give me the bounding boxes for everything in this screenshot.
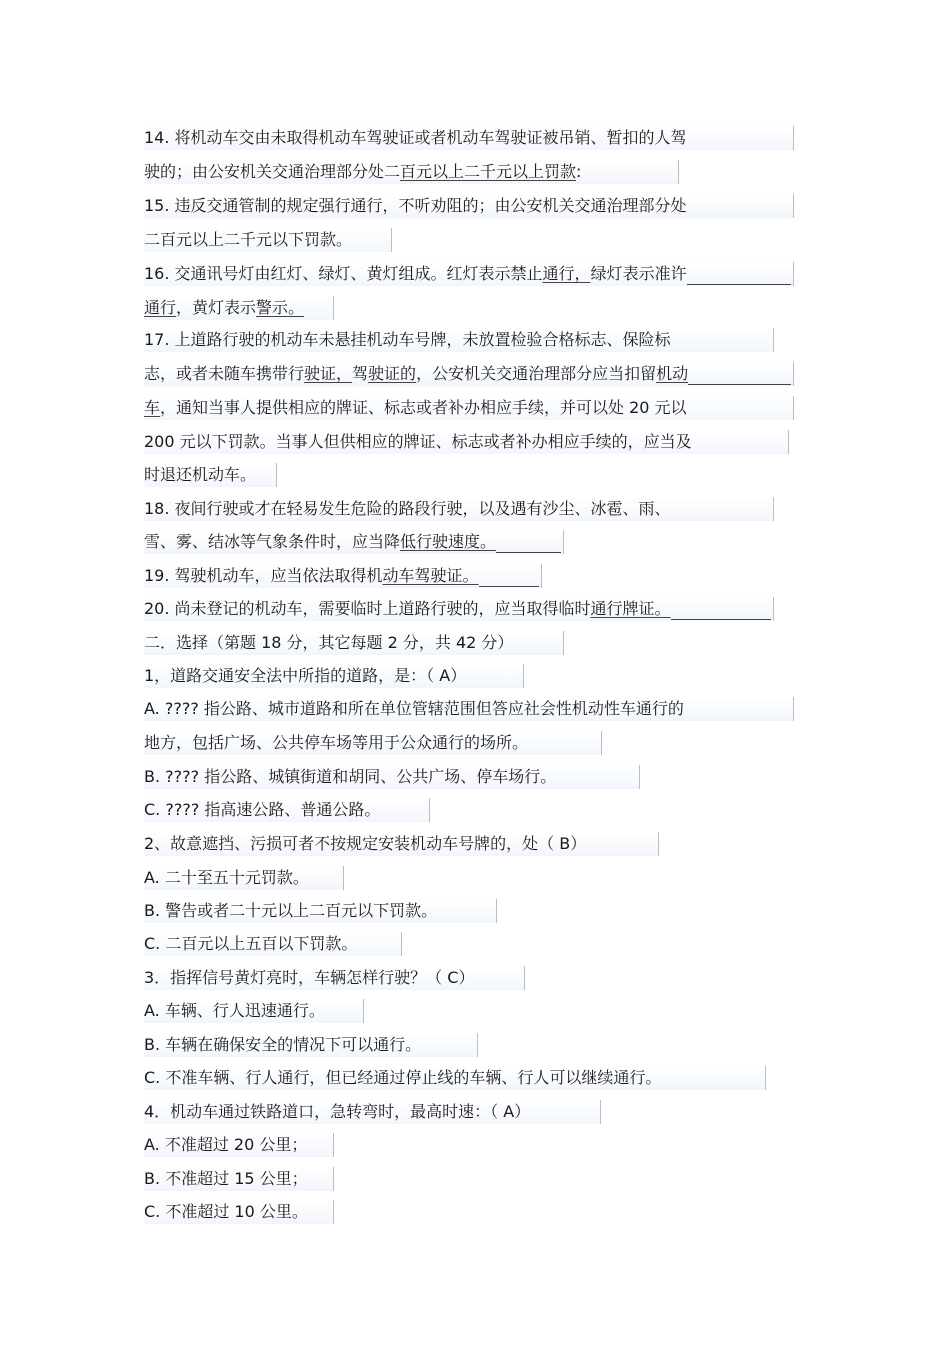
- text-line: [144, 228, 392, 252]
- line-filler: [421, 1035, 475, 1055]
- text-segment: B. ???? 指公路、城镇街道和胡同、公共广场、停车场行。: [144, 767, 557, 786]
- underlined-answer: 低行驶速度。: [400, 532, 497, 551]
- underlined-answer: 动车驾驶证。: [382, 566, 479, 585]
- text-segment: C. ???? 指高速公路、普通公路。: [144, 800, 381, 819]
- underlined-answer: 驶证，: [304, 364, 353, 383]
- line-filler: [357, 934, 399, 954]
- underlined-answer: 通行，: [542, 264, 591, 283]
- underlined-answer: 警示。: [256, 298, 305, 317]
- text-line: [144, 866, 344, 890]
- text-segment: 15. 违反交通管制的规定强行通行，不听劝阻的；由公安机关交通治理部分处: [144, 196, 687, 215]
- text-segment: C. 不准车辆、行人通行，但已经通过停止线的车辆、行人可以继续通行。: [144, 1068, 662, 1087]
- line-filler: [437, 901, 494, 921]
- text-segment: ，公安机关交通治理部分应当扣留: [416, 364, 657, 383]
- text-segment: 18. 夜间行驶或才在轻易发生危险的路段行驶，以及遇有沙尘、冰雹、雨、: [144, 499, 671, 518]
- text-line: [144, 631, 564, 655]
- text-segment: :: [576, 162, 582, 181]
- underlined-answer: 通行: [144, 298, 177, 317]
- line-filler: [556, 767, 637, 787]
- line-filler: [692, 432, 786, 452]
- text-segment: 志，或者未随车携带行: [144, 364, 305, 383]
- text-segment: 驾: [352, 364, 369, 383]
- answer-blank-line: [687, 264, 791, 285]
- text-segment: B. 不准超过 15 公里；: [144, 1169, 308, 1188]
- text-line: [144, 731, 602, 755]
- text-line: [144, 597, 774, 621]
- text-line: [144, 1167, 334, 1191]
- line-filler: [474, 968, 522, 988]
- text-line: [144, 899, 497, 923]
- text-line: [144, 697, 794, 721]
- text-line: [144, 296, 334, 320]
- text-segment: 20. 尚未登记的机动车，需要临时上道路行驶的，应当取得临时: [144, 599, 591, 618]
- text-segment: 17. 上道路行驶的机动车未悬挂机动车号牌，未放置检验合格标志、保险标: [144, 330, 671, 349]
- line-filler: [687, 128, 791, 148]
- text-line: [144, 664, 524, 688]
- text-line: [144, 798, 430, 822]
- line-filler: [513, 633, 561, 653]
- text-line: [144, 932, 402, 956]
- line-filler: [352, 230, 389, 250]
- text-segment: ，通知当事人提供相应的牌证、标志或者补办相应手续，并可以处 20 元以: [160, 398, 687, 417]
- line-filler: [671, 330, 771, 350]
- answer-blank-line: [688, 364, 791, 385]
- text-segment: 1，道路交通安全法中所指的道路，是：（ A）: [144, 666, 467, 685]
- text-line: [144, 765, 640, 789]
- text-line: [144, 1200, 334, 1224]
- line-filler: [528, 733, 599, 753]
- text-segment: 驶的；由公安机关交通治理部分处二: [144, 162, 401, 181]
- text-line: [144, 430, 789, 454]
- line-filler: [309, 868, 341, 888]
- text-segment: A. ???? 指公路、城市道路和所在单位管辖范围但答应社会性机动性车通行的: [144, 699, 684, 718]
- underlined-answer: 驶证的: [368, 364, 417, 383]
- line-filler: [308, 1202, 331, 1222]
- text-line: [144, 1133, 334, 1157]
- answer-blank-line: [496, 532, 561, 553]
- text-line: [144, 362, 794, 386]
- text-line: [144, 463, 277, 487]
- text-line: [144, 262, 794, 286]
- text-line: [144, 530, 564, 554]
- text-line: [144, 194, 794, 218]
- text-line: [144, 966, 525, 990]
- text-segment: 二百元以上二千元以下罚款。: [144, 230, 353, 249]
- text-segment: C. 不准超过 10 公里。: [144, 1202, 308, 1221]
- line-filler: [325, 1001, 361, 1021]
- line-filler: [671, 499, 771, 519]
- line-filler: [581, 162, 676, 182]
- text-segment: B. 车辆在确保安全的情况下可以通行。: [144, 1035, 422, 1054]
- text-segment: 时退还机动车。: [144, 465, 257, 484]
- text-segment: ，黄灯表示: [176, 298, 257, 317]
- text-line: [144, 1066, 766, 1090]
- text-line: [144, 126, 794, 150]
- line-filler: [380, 800, 427, 820]
- text-segment: 绿灯表示准许: [590, 264, 687, 283]
- text-segment: 2、故意遮挡、污损可者不按规定安装机动车号牌的，处（ B）: [144, 834, 587, 853]
- text-segment: 雪、雾、结冰等气象条件时，应当降: [144, 532, 401, 551]
- text-segment: C. 二百元以上五百以下罚款。: [144, 934, 358, 953]
- text-segment: 3．指挥信号黄灯亮时，车辆怎样行驶？（ C）: [144, 968, 475, 987]
- text-line: [144, 564, 542, 588]
- text-line: [144, 832, 659, 856]
- underlined-answer: 通行牌证。: [590, 599, 671, 618]
- text-segment: 14. 将机动车交由未取得机动车驾驶证或者机动车驾驶证被吊销、暂扣的人驾: [144, 128, 687, 147]
- text-line: [144, 396, 794, 420]
- line-filler: [684, 699, 791, 719]
- line-filler: [304, 298, 331, 318]
- text-line: [144, 1033, 478, 1057]
- answer-blank-line: [479, 566, 539, 587]
- underlined-answer: 车: [144, 398, 161, 417]
- line-filler: [308, 1169, 331, 1189]
- text-segment: 16. 交通讯号灯由红灯、绿灯、黄灯组成。红灯表示禁止: [144, 264, 543, 283]
- line-filler: [256, 465, 274, 485]
- line-filler: [661, 1068, 763, 1088]
- text-line: [144, 328, 774, 352]
- text-segment: A. 二十至五十元罚款。: [144, 868, 309, 887]
- text-segment: A. 车辆、行人迅速通行。: [144, 1001, 325, 1020]
- underlined-answer: 机动: [656, 364, 689, 383]
- text-line: [144, 1100, 601, 1124]
- text-segment: 二．选择（第题 18 分，其它每题 2 分，共 42 分）: [144, 633, 514, 652]
- answer-blank-line: [671, 599, 771, 620]
- line-filler: [687, 398, 791, 418]
- text-segment: 19. 驾驶机动车，应当依法取得机: [144, 566, 383, 585]
- line-filler: [307, 1135, 331, 1155]
- line-filler: [466, 666, 521, 686]
- underlined-answer: 百元以上二千元以上罚款: [400, 162, 577, 181]
- text-segment: 200 元以下罚款。当事人但供相应的牌证、标志或者补办相应手续的，应当及: [144, 432, 692, 451]
- text-line: [144, 497, 774, 521]
- text-segment: B. 警告或者二十元以上二百元以下罚款。: [144, 901, 438, 920]
- text-segment: 地方，包括广场、公共停车场等用于公众通行的场所。: [144, 733, 529, 752]
- text-segment: 4．机动车通过铁路道口，急转弯时，最高时速：（ A）: [144, 1102, 531, 1121]
- line-filler: [530, 1102, 598, 1122]
- line-filler: [586, 834, 656, 854]
- text-line: [144, 160, 679, 184]
- text-segment: A. 不准超过 20 公里；: [144, 1135, 308, 1154]
- line-filler: [687, 196, 791, 216]
- text-line: [144, 999, 364, 1023]
